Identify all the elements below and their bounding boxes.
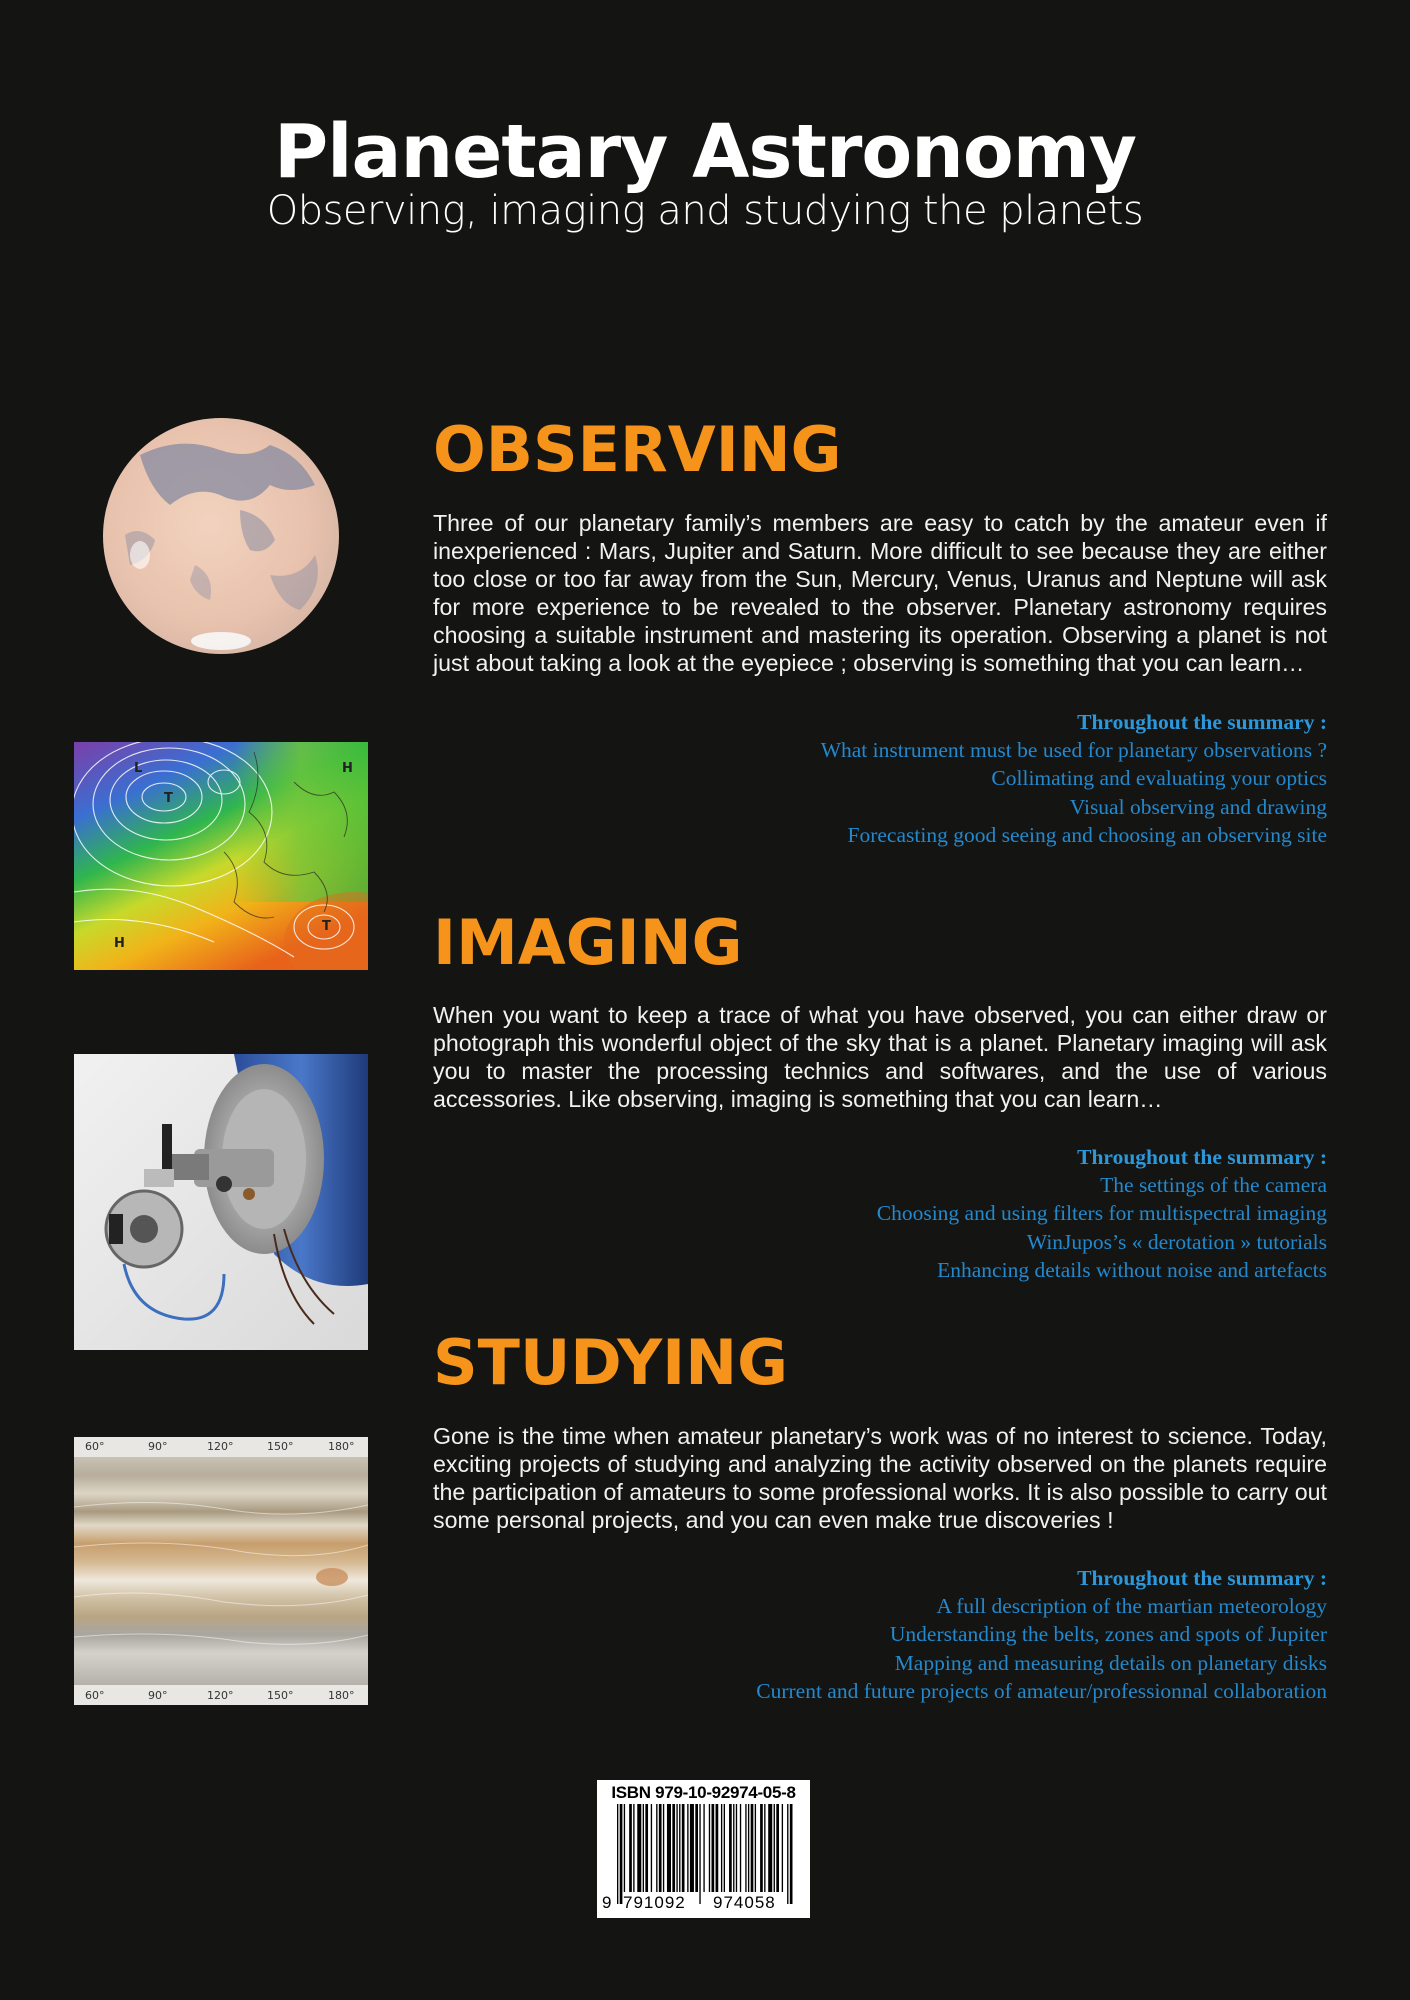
summary-item: Collimating and evaluating your optics xyxy=(991,766,1327,791)
summary-item: WinJupos’s « derotation » tutorials xyxy=(1026,1229,1327,1254)
barcode-bar xyxy=(676,1804,677,1892)
barcode-bar xyxy=(645,1804,648,1892)
svg-text:T: T xyxy=(164,791,173,806)
barcode-bar xyxy=(667,1804,671,1892)
barcode-bar xyxy=(659,1804,662,1892)
barcode-bar xyxy=(656,1804,657,1892)
svg-text:L: L xyxy=(134,761,143,776)
barcode-bar xyxy=(679,1804,680,1892)
summary-item: Visual observing and drawing xyxy=(1069,794,1327,819)
barcode-bar xyxy=(690,1804,694,1892)
barcode-bar xyxy=(748,1804,749,1892)
summary-item: Mapping and measuring details on planetary disks xyxy=(894,1650,1327,1675)
barcode-bar xyxy=(774,1804,775,1892)
summary-item: The settings of the camera xyxy=(1100,1173,1327,1198)
barcode-bar xyxy=(716,1804,719,1892)
barcode-bar xyxy=(712,1804,715,1892)
barcode-bar xyxy=(637,1804,641,1892)
weather-map-image xyxy=(74,742,368,970)
summary-heading: Throughout the summary : xyxy=(1077,710,1327,734)
barcode-bar xyxy=(751,1804,754,1892)
map-tick-label: 90° xyxy=(148,1689,168,1702)
summary-studying xyxy=(560,1564,1327,1705)
barcode-bar xyxy=(736,1804,737,1892)
barcode-bar xyxy=(729,1804,732,1892)
barcode-digits-left: 791092 xyxy=(623,1893,686,1912)
barcode-bar xyxy=(745,1804,746,1892)
barcode-bar xyxy=(776,1804,779,1892)
summary-item: Choosing and using filters for multispectral imaging xyxy=(876,1201,1327,1226)
barcode-bar xyxy=(703,1804,704,1892)
barcode-digit-first: 9 xyxy=(602,1893,612,1912)
barcode-bar xyxy=(629,1804,632,1892)
barcode-bar xyxy=(617,1804,618,1904)
barcode-bar xyxy=(724,1804,725,1892)
map-tick-label: 150° xyxy=(267,1689,294,1702)
summary-item: What instrument must be used for planetary observations ? xyxy=(820,738,1327,763)
map-tick-label: 180° xyxy=(328,1689,355,1702)
barcode-bar xyxy=(695,1804,698,1892)
barcode-bar xyxy=(760,1804,763,1892)
jupiter-map-image xyxy=(74,1437,368,1705)
map-tick-label: 90° xyxy=(148,1440,168,1453)
telescope-camera-image xyxy=(74,1054,368,1350)
barcode-digits-right: 974058 xyxy=(713,1893,776,1912)
section-body-imaging: When you want to keep a trace of what you have observed, you can either draw or photograph this wonderful object of the sky that is a planet. Planetary imaging will ask you to master the processing technics and softwares, and the use of various accessories. Like observing, imaging is something that you can learn… xyxy=(433,1002,1327,1112)
summary-heading: Throughout the summary : xyxy=(1077,1566,1327,1590)
barcode-bar xyxy=(740,1804,741,1892)
section-heading-imaging: IMAGING xyxy=(433,906,743,979)
summary-observing xyxy=(560,708,1327,849)
map-tick-label: 150° xyxy=(267,1440,294,1453)
map-tick-label: 60° xyxy=(85,1689,105,1702)
section-heading-studying: STUDYING xyxy=(433,1326,788,1399)
barcode-bar xyxy=(633,1804,634,1892)
barcode-bar xyxy=(699,1804,700,1904)
barcode-bar xyxy=(672,1804,675,1892)
barcode-bar xyxy=(733,1804,734,1892)
summary-item: Current and future projects of amateur/professionnal collaboration xyxy=(756,1678,1327,1703)
mars-image xyxy=(100,415,342,657)
barcode-bar xyxy=(790,1804,793,1904)
book-title: Planetary Astronomy xyxy=(273,109,1137,195)
map-tick-label: 120° xyxy=(207,1440,234,1453)
section-body-studying: Gone is the time when amateur planetary’s work was of no interest to science. Today, exciting projects of studying and analyzing the activity observed on the planets require the participation of amateurs to some professional works. It is also possible to carry out some personal projects, and you can even make true discoveries ! xyxy=(433,1423,1327,1533)
svg-text:H: H xyxy=(114,936,125,951)
barcode-bar xyxy=(687,1804,688,1892)
barcode-bar xyxy=(620,1804,623,1904)
map-tick-label: 180° xyxy=(328,1440,355,1453)
map-tick-label: 120° xyxy=(207,1689,234,1702)
barcode-bar xyxy=(782,1804,783,1892)
isbn-label: ISBN 979-10-92974-05-8 xyxy=(611,1783,796,1802)
barcode-bar xyxy=(663,1804,664,1892)
summary-item: Enhancing details without noise and artefacts xyxy=(937,1257,1327,1282)
summary-imaging xyxy=(560,1143,1327,1284)
summary-item: Forecasting good seeing and choosing an observing site xyxy=(847,822,1327,847)
book-subtitle: Observing, imaging and studying the planets xyxy=(266,188,1144,234)
barcode-bar xyxy=(721,1804,722,1892)
summary-item: Understanding the belts, zones and spots of Jupiter xyxy=(889,1622,1327,1647)
barcode-bar xyxy=(768,1804,772,1892)
summary-heading: Throughout the summary : xyxy=(1077,1145,1327,1169)
section-body-observing: Three of our planetary family’s members are easy to catch by the amateur even if inexperienced : Mars, Jupiter and Saturn. More difficult to see because they are either too close or too far away from the Sun, Mercury, Venus, Uranus and Neptune will ask for more experience to be revealed to the observer. Planetary astronomy requires choosing a suitable instrument and mastering its operation. Observing a planet is not just about taking a look at the eyepiece ; observing is something that you can learn… xyxy=(433,510,1327,676)
svg-text:H: H xyxy=(342,761,353,776)
barcode-bar xyxy=(709,1804,710,1892)
barcode-bar xyxy=(787,1804,788,1904)
isbn-barcode xyxy=(597,1780,810,1918)
barcode-bar xyxy=(643,1804,644,1892)
barcode-bar xyxy=(624,1804,625,1892)
barcode-bar xyxy=(682,1804,685,1892)
map-tick-label: 60° xyxy=(85,1440,105,1453)
summary-item: A full description of the martian meteorology xyxy=(936,1594,1327,1619)
svg-text:T: T xyxy=(322,919,331,934)
barcode-bar xyxy=(764,1804,765,1892)
barcode-bar xyxy=(755,1804,756,1892)
section-heading-observing: OBSERVING xyxy=(433,413,842,486)
barcode-bar xyxy=(651,1804,652,1892)
